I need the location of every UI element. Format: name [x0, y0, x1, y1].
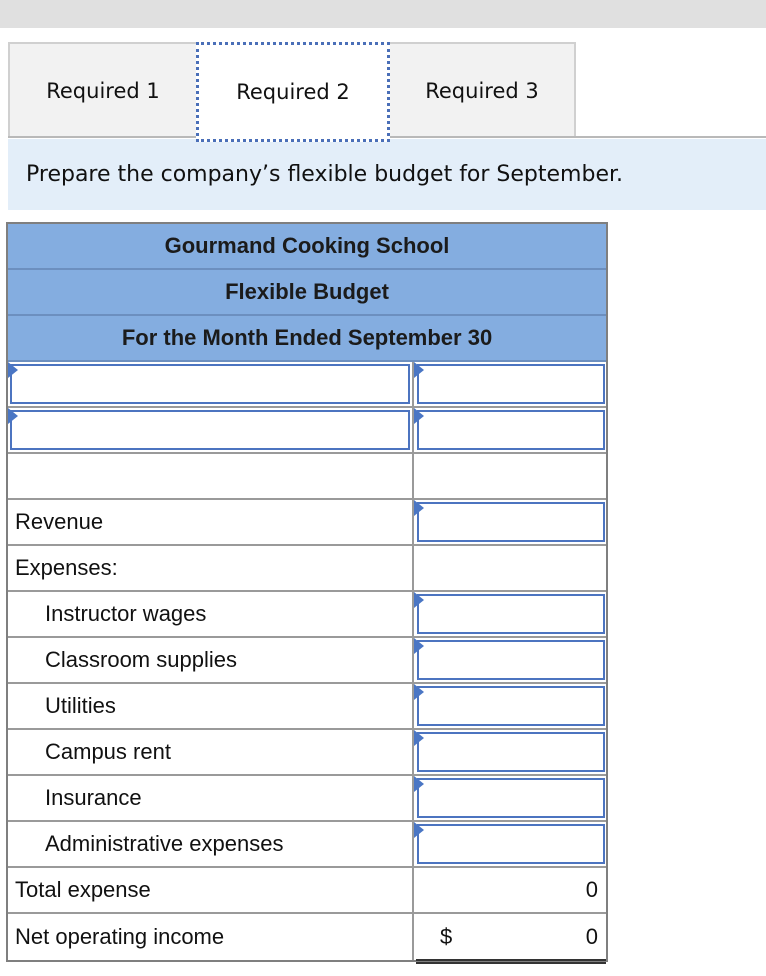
table-row: [8, 454, 606, 500]
instruction-text: Prepare the company’s flexible budget for September.: [8, 139, 766, 210]
net-income-row: [8, 914, 606, 960]
tab-required-2[interactable]: Required 2: [196, 42, 390, 142]
dropdown-marker-icon: [414, 684, 424, 700]
expenses-label: Expenses:: [8, 546, 414, 590]
activity-value-input[interactable]: [417, 364, 605, 404]
net-income-cell: [414, 914, 606, 960]
value-cell: [414, 638, 606, 682]
dropdown-marker-icon: [414, 638, 424, 654]
revenue-row: [8, 500, 606, 546]
revenue-input[interactable]: [417, 502, 605, 542]
dropdown-marker-icon: [414, 500, 424, 516]
dropdown-marker-icon: [414, 776, 424, 792]
value-cell: [414, 730, 606, 774]
dropdown-marker-icon: [414, 730, 424, 746]
dollar-sign: $: [440, 924, 453, 949]
company-name: Gourmand Cooking School: [8, 224, 606, 270]
expense-row: [8, 730, 606, 776]
dropdown-marker-icon: [8, 362, 18, 378]
expense-label: Instructor wages: [8, 592, 414, 636]
value-cell: [414, 822, 606, 866]
double-underline: [416, 959, 606, 964]
dropdown-marker-icon: [414, 362, 424, 378]
total-expense-value: 0: [585, 877, 598, 902]
activity-label-input[interactable]: [10, 364, 410, 404]
value-cell: [414, 454, 606, 498]
activity-label-input-2[interactable]: [10, 410, 410, 450]
dropdown-marker-icon: [8, 408, 18, 424]
value-cell: [414, 362, 606, 406]
administrative-expenses-input[interactable]: [417, 824, 605, 864]
top-bar: [0, 0, 766, 28]
expenses-header-row: [8, 546, 606, 592]
budget-title: Flexible Budget: [8, 270, 606, 316]
expense-label: Utilities: [8, 684, 414, 728]
activity-value-input-2[interactable]: [417, 410, 605, 450]
revenue-label: Revenue: [8, 500, 414, 544]
net-income-value: 0: [585, 924, 598, 949]
expense-row: [8, 684, 606, 730]
expense-row: [8, 638, 606, 684]
total-expense-row: [8, 868, 606, 914]
dropdown-marker-icon: [414, 408, 424, 424]
table-row: [8, 408, 606, 454]
label-cell: [8, 362, 414, 406]
expense-label: Administrative expenses: [8, 822, 414, 866]
campus-rent-input[interactable]: [417, 732, 605, 772]
total-expense-label: Total expense: [8, 868, 414, 912]
value-cell: [414, 408, 606, 452]
dropdown-marker-icon: [414, 592, 424, 608]
value-cell: [414, 592, 606, 636]
flexible-budget-table: [6, 222, 608, 962]
value-cell: [414, 546, 606, 590]
instructor-wages-input[interactable]: [417, 594, 605, 634]
table-row: [8, 362, 606, 408]
utilities-input[interactable]: [417, 686, 605, 726]
tab-required-3[interactable]: Required 3: [388, 42, 576, 138]
expense-row: [8, 776, 606, 822]
value-cell: [414, 684, 606, 728]
label-cell: [8, 454, 414, 498]
label-cell: [8, 408, 414, 452]
value-cell: [414, 776, 606, 820]
expense-label: Campus rent: [8, 730, 414, 774]
insurance-input[interactable]: [417, 778, 605, 818]
value-cell: [414, 500, 606, 544]
dropdown-marker-icon: [414, 822, 424, 838]
expense-row: [8, 822, 606, 868]
expense-label: Insurance: [8, 776, 414, 820]
budget-period: For the Month Ended September 30: [8, 316, 606, 362]
net-income-label: Net operating income: [8, 914, 414, 960]
tab-required-1[interactable]: Required 1: [8, 42, 198, 138]
classroom-supplies-input[interactable]: [417, 640, 605, 680]
expense-label: Classroom supplies: [8, 638, 414, 682]
expense-row: [8, 592, 606, 638]
